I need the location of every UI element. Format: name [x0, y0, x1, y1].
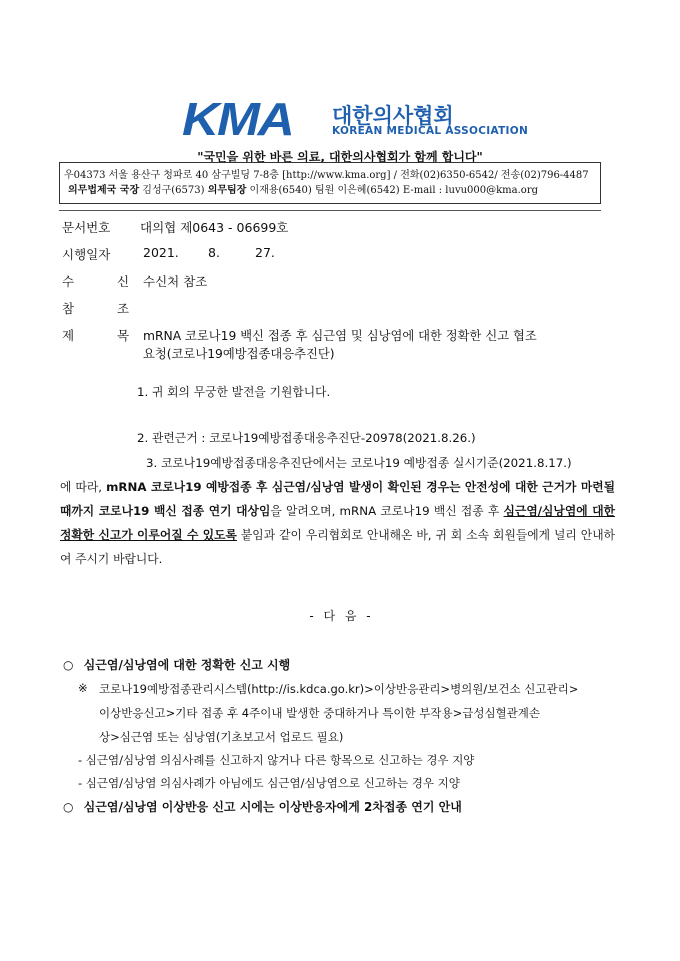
team-label: 의무팀장 [207, 185, 247, 196]
daum-heading: - 다 음 - [309, 609, 371, 623]
dept-label: 의무법제국 국장 [68, 185, 140, 196]
paragraph-3-part-f: 붙임과 같이 우리협회로 안내해온 바, 귀 회 소속 회원들에게 널리 안내하여 주시기 바랍니다. [60, 528, 615, 566]
reference-label-2: 조 [117, 301, 130, 316]
doc-number-row [0, 218, 680, 236]
logo-letters: KMA [182, 93, 293, 145]
date-month: 8. [208, 245, 220, 260]
header-divider [59, 210, 601, 211]
org-name-english: KOREAN MEDICAL ASSOCIATION [332, 125, 529, 137]
paragraph-3-lead: 3. 코로나19예방접종대응추진단에서는 코로나19 예방접종 실시기준(2021.8.17.) [146, 456, 572, 470]
paragraph-3-part-b: 에 따라, [60, 480, 107, 494]
section-1-bullet: ○ [63, 658, 74, 672]
section-2-bullet: ○ [63, 800, 74, 814]
recipient-label-1: 수 [62, 274, 75, 289]
staff-contact: 팀원 이은혜(6542) E-mail : luvu000@kma.org [314, 185, 539, 196]
subject-label-2: 목 [117, 328, 130, 343]
section-2-heading [63, 798, 462, 815]
doc-number: 대의협 제0643 - 06699호 [140, 220, 289, 235]
recipient-row [0, 272, 680, 290]
note-line-3: 상>심근염 또는 심낭염(기초보고서 업로드 필요) [99, 730, 344, 744]
contact-box [59, 162, 601, 204]
section-1-title: 심근염/심낭염에 대한 정확한 신고 시행 [83, 658, 291, 672]
subject-label-1: 제 [62, 328, 75, 343]
date-row [0, 245, 680, 263]
subject-line-2: 요청(코로나19예방접종대응추진단) [143, 347, 335, 361]
team-head: 이재용(6540) [249, 185, 312, 196]
reference-label-1: 참 [62, 301, 75, 316]
paragraph-3 [60, 451, 615, 571]
recipient-label-2: 신 [117, 274, 130, 289]
paragraph-1: 1. 귀 회의 무궁한 발전을 기원합니다. [137, 385, 331, 399]
org-name-korean: 대한의사협회 [332, 104, 454, 128]
slogan: "국민을 위한 바른 의료, 대한의사협회가 함께 합니다" [197, 150, 483, 164]
kma-logo [182, 93, 529, 145]
subject-row [0, 326, 680, 366]
section-1-heading [63, 656, 290, 673]
doc-number-label: 문서번호 [62, 220, 111, 235]
section-2-title: 심근염/심낭염 이상반응 신고 시에는 이상반응자에게 2차접종 연기 안내 [83, 800, 462, 814]
dept-head: 김성구(6573) [142, 185, 205, 196]
note-line-1: 코로나19예방접종관리시스템(http://is.kdca.go.kr)>이상반응관리>병의원/보건소 신고관리> [99, 682, 579, 696]
reference-row [0, 299, 680, 317]
note-line-2: 이상반응신고>기타 접종 후 4주이내 발생한 중대하거나 특이한 부작용>급성심혈관계손 [99, 706, 540, 720]
dash-item-1: - 심근염/심낭염 의심사례를 신고하지 않거나 다른 항목으로 신고하는 경우 지양 [78, 753, 475, 767]
date-label: 시행일자 [62, 247, 111, 262]
contact-address: 우04373 서울 용산구 청파로 40 삼구빌딩 7-8층 [http://www.kma.org] / 전화(02)6350-6542/ 전송(02)796-4487 [64, 170, 589, 181]
paragraph-3-emphasis-2: 심근염/심낭염에 대한 정확한 신고가 이루어질 수 있도록 [60, 504, 616, 542]
paragraph-3-emphasis-1: mRNA 코로나19 예방접종 후 심근염/심낭염 발생이 확인된 경우는 안전성에 대한 근거가 마련될 때까지 코로나19 백신 접종 연기 대상임 [60, 480, 616, 518]
paragraph-2: 2. 관련근거 : 코로나19예방접종대응추진단-20978(2021.8.26.) [137, 431, 476, 445]
recipient: 수신처 참조 [143, 274, 208, 289]
subject-line-1: mRNA 코로나19 백신 접종 후 심근염 및 심낭염에 대한 정확한 신고 협조 [143, 329, 537, 343]
date-day: 27. [255, 245, 275, 260]
contact-staff-line [68, 183, 538, 198]
note-mark: ※ [78, 681, 88, 695]
dash-item-2: - 심근염/심낭염 의심사례가 아님에도 심근염/심낭염으로 신고하는 경우 지양 [78, 776, 460, 790]
paragraph-3-part-d: 을 알려오며, mRNA 코로나19 백신 접종 후 [270, 504, 504, 518]
date-year: 2021. [143, 245, 179, 260]
